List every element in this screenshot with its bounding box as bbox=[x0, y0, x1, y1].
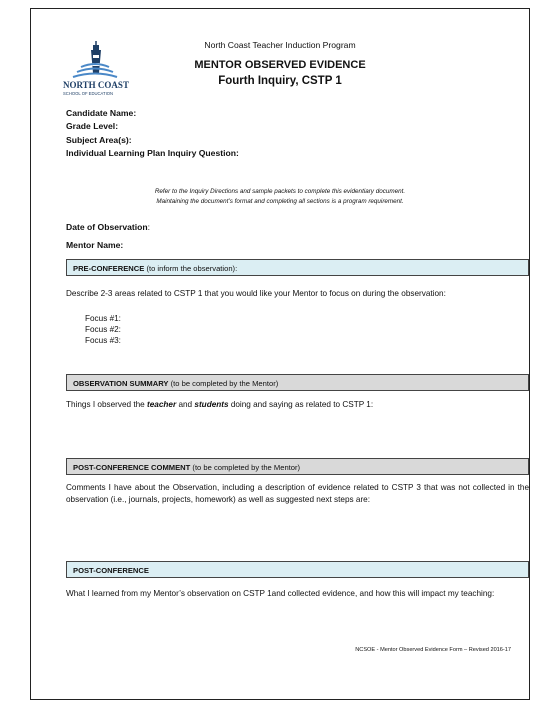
ilp-question-label: Individual Learning Plan Inquiry Question: bbox=[66, 148, 239, 159]
observation-summary-text: Things I observed the teacher and students doing and saying as related to CSTP 1: bbox=[66, 400, 374, 409]
focus-3: Focus #3: bbox=[85, 336, 121, 346]
focus-list bbox=[85, 313, 121, 347]
instructions-line-1: Refer to the Inquiry Directions and sample packets to complete this evidentiary document. bbox=[154, 188, 406, 195]
mentor-name-label: Mentor Name: bbox=[66, 240, 124, 250]
organization-name: North Coast Teacher Induction Program bbox=[204, 40, 356, 50]
candidate-fields bbox=[66, 107, 239, 161]
observation-summary-header bbox=[66, 374, 529, 391]
footer: NCSOE - Mentor Observed Evidence Form – Revised 2016-17 bbox=[355, 647, 511, 653]
post-conference-header bbox=[66, 561, 529, 578]
teacher-emphasis: teacher bbox=[147, 400, 177, 409]
post-conference-comment-heading: POST-CONFERENCE COMMENT bbox=[73, 463, 191, 472]
post-conference-heading: POST-CONFERENCE bbox=[73, 566, 149, 575]
pre-conference-header bbox=[66, 259, 529, 276]
post-conference-comment-header bbox=[66, 458, 529, 475]
document-page bbox=[30, 8, 530, 700]
instructions-line-2: Maintaining the document’s format and completing all sections is a program requirement. bbox=[156, 197, 404, 205]
students-emphasis: students bbox=[194, 400, 229, 409]
logo-text: NORTH COAST bbox=[63, 80, 129, 90]
post-conference-text: What I learned from my Mentor’s observation on CSTP 1and collected evidence, and how this will impact my teaching: bbox=[66, 589, 495, 598]
pre-conference-note: (to inform the observation): bbox=[146, 264, 238, 273]
logo-subtext: SCHOOL OF EDUCATION bbox=[63, 91, 114, 96]
post-conference-comment-text: Comments I have about the Observation, including a description of evidence related to CSTP 3 that was not collected in the observation (i.e., journals, projects, homework) as well as suggested next steps are: bbox=[66, 483, 529, 504]
date-of-observation: Date of Observation: bbox=[66, 222, 151, 232]
candidate-name-label: Candidate Name: bbox=[66, 108, 137, 118]
post-conference-comment-note: (to be completed by the Mentor) bbox=[192, 463, 301, 472]
focus-2: Focus #2: bbox=[85, 325, 121, 335]
instructions bbox=[31, 187, 529, 207]
date-of-observation-label: Date of Observation bbox=[66, 222, 148, 232]
grade-level-label: Grade Level: bbox=[66, 121, 119, 132]
observation-summary-note: (to be completed by the Mentor) bbox=[170, 379, 279, 388]
document-subtitle: Fourth Inquiry, CSTP 1 bbox=[218, 75, 342, 87]
subject-area-label: Subject Area(s): bbox=[66, 134, 132, 145]
observation-summary-heading: OBSERVATION SUMMARY bbox=[73, 379, 169, 388]
document-title: MENTOR OBSERVED EVIDENCE bbox=[194, 59, 366, 71]
pre-conference-heading: PRE-CONFERENCE bbox=[73, 264, 145, 273]
focus-1: Focus #1: bbox=[85, 314, 121, 323]
pre-conference-text: Describe 2-3 areas related to CSTP 1 that you would like your Mentor to focus on during the observation: bbox=[66, 289, 446, 298]
